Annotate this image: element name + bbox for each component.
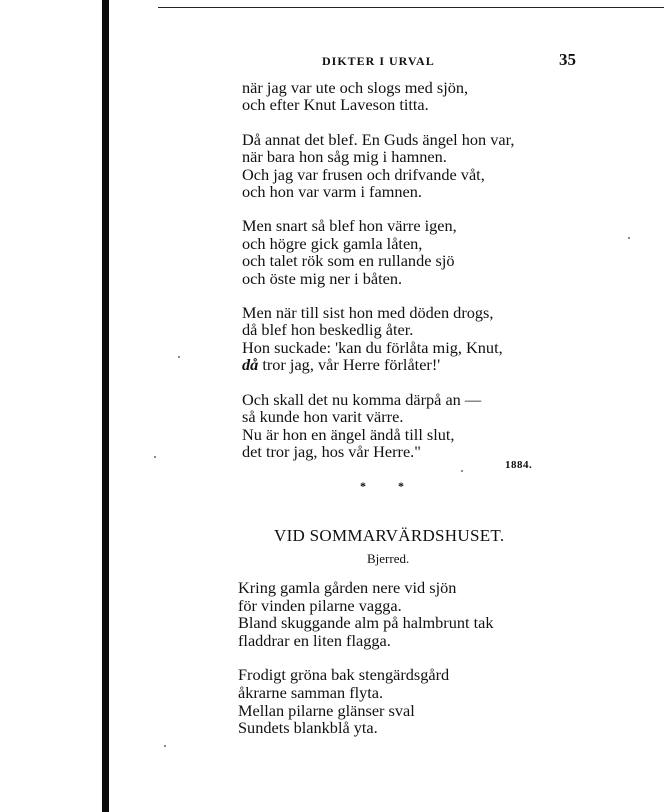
poem-continuation bbox=[242, 79, 582, 477]
poem-subtitle: Bjerred. bbox=[367, 551, 410, 566]
poem-body bbox=[238, 579, 578, 754]
verse-line: Kring gamla gården nere vid sjön bbox=[238, 578, 457, 597]
poem-title: VID SOMMARVÄRDSHUSET. bbox=[274, 526, 505, 545]
verse-line-rest: tror jag, vår Herre förlåter!' bbox=[258, 355, 441, 375]
verse-line: och talet rök som en rullande sjö bbox=[242, 251, 455, 271]
paper-speck bbox=[628, 237, 630, 239]
italic-word: då bbox=[242, 355, 259, 375]
verse-line: Frodigt gröna bak stengärdsgård bbox=[238, 665, 450, 685]
verse-line: och högre gick gamla låten, bbox=[242, 233, 423, 253]
stanza bbox=[242, 131, 582, 201]
verse-line: och öste mig ner i båten. bbox=[242, 268, 403, 288]
stanza bbox=[238, 579, 578, 649]
verse-line: det tror jag, hos vår Herre." bbox=[242, 441, 421, 461]
verse-line bbox=[242, 356, 582, 373]
paper-speck bbox=[178, 356, 180, 358]
stanza bbox=[242, 304, 582, 374]
running-head: DIKTER I URVAL bbox=[322, 54, 435, 68]
paper-speck bbox=[164, 745, 166, 747]
section-separator bbox=[360, 479, 404, 494]
verse-line: Men när till sist hon med döden drogs, bbox=[242, 303, 494, 323]
paper-speck bbox=[154, 456, 156, 458]
verse-line: och efter Knut Laveson titta. bbox=[242, 95, 429, 115]
paper-speck bbox=[461, 470, 463, 472]
stanza bbox=[242, 217, 582, 287]
page-number: 35 bbox=[559, 50, 576, 69]
top-rule bbox=[158, 7, 664, 8]
poem-date: 1884. bbox=[505, 459, 533, 471]
verse-line: så kunde hon varit värre. bbox=[242, 407, 404, 427]
verse-line: när bara hon såg mig i hamnen. bbox=[242, 147, 447, 167]
verse-line: Nu är hon en ängel ändå till slut, bbox=[242, 424, 455, 444]
verse-line: Och skall det nu komma därpå an — bbox=[242, 389, 482, 409]
verse-line: Mellan pilarne glänser sval bbox=[238, 700, 415, 720]
verse-line: Och jag var frusen och drifvande våt, bbox=[242, 164, 485, 184]
verse-line: åkrarne samman flyta. bbox=[238, 682, 384, 702]
verse-line: Då annat det blef. En Guds ängel hon var, bbox=[242, 129, 515, 149]
verse-line: fladdrar en liten flagga. bbox=[238, 630, 391, 650]
verse-line: för vinden pilarne vagga. bbox=[238, 595, 402, 615]
verse-line: Bland skuggande alm på halmbrunt tak bbox=[238, 613, 494, 633]
stanza bbox=[242, 79, 582, 114]
verse-line: Hon suckade: 'kan du förlåta mig, Knut, bbox=[242, 337, 503, 357]
asterisk-ornament: * bbox=[360, 479, 366, 493]
asterisk-ornament: * bbox=[398, 479, 404, 493]
verse-line: då blef hon beskedlig åter. bbox=[242, 320, 414, 340]
stanza bbox=[242, 391, 582, 461]
verse-line: när jag var ute och slogs med sjön, bbox=[242, 78, 469, 97]
verse-line: och hon var varm i famnen. bbox=[242, 182, 422, 202]
verse-line: Men snart så blef hon värre igen, bbox=[242, 216, 457, 236]
book-binding-edge bbox=[102, 0, 109, 812]
verse-line: Sundets blankblå yta. bbox=[238, 718, 378, 738]
stanza bbox=[238, 666, 578, 736]
